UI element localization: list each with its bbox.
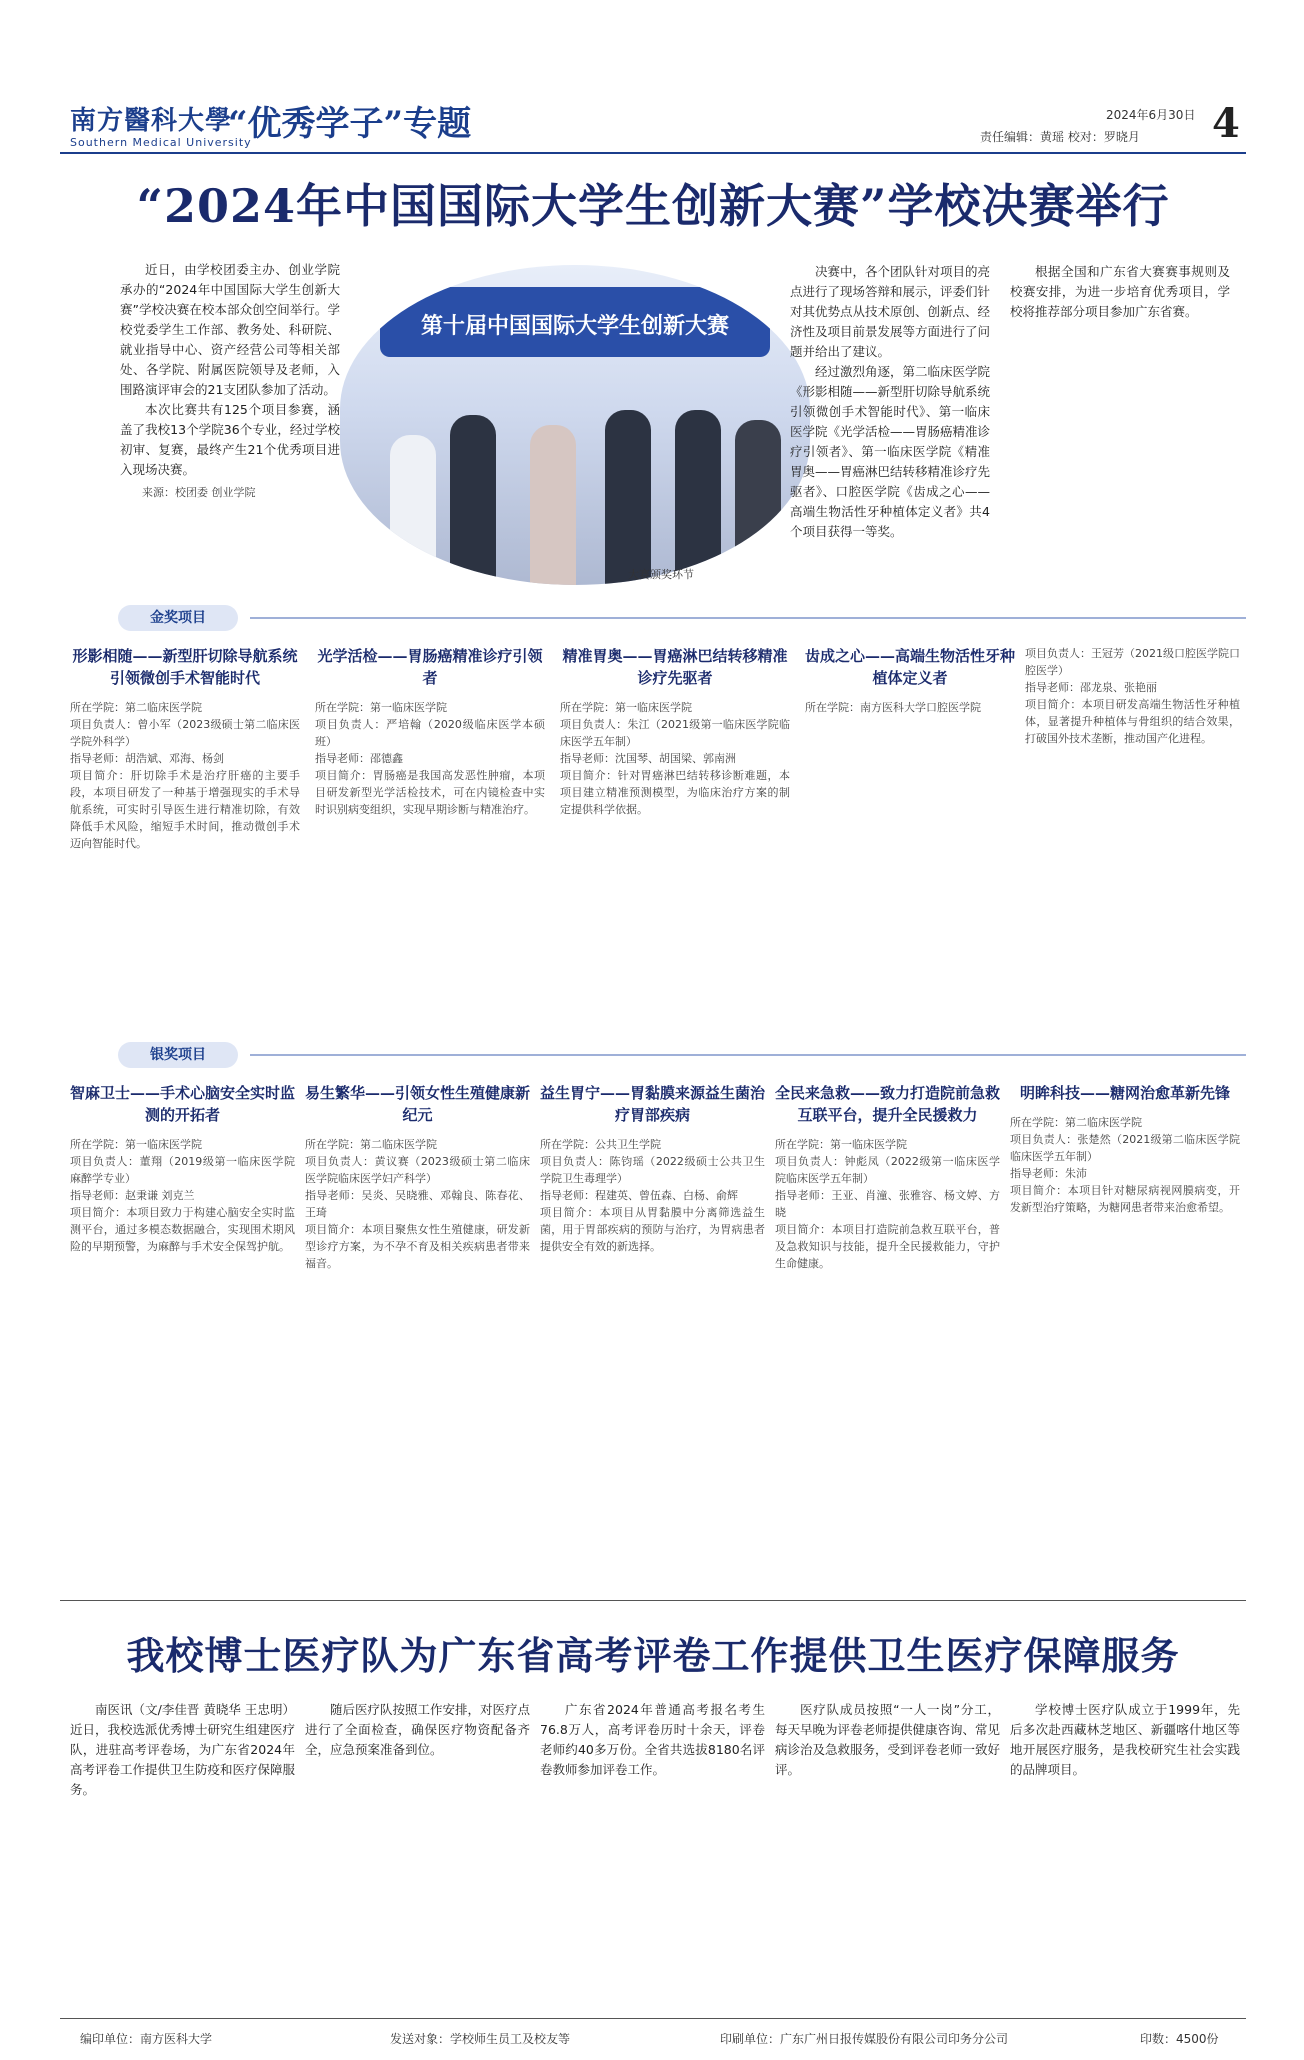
article2-col: 随后医疗队按照工作安排，对医疗点进行了全面检查，确保医疗物资配备齐全，应急预案准备到位。 [305, 1702, 531, 1757]
project-college: 所在学院：第二临床医学院 [1010, 1116, 1142, 1129]
university-logo: 南方醫科大學 [70, 106, 233, 136]
project-intro: 项目简介：针对胃癌淋巴结转移诊断难题，本项目建立精准预测模型，为临床治疗方案的制定提供科学依据。 [560, 769, 790, 816]
project-title: 形影相随——新型肝切除导航系统引领微创手术智能时代 [72, 647, 298, 687]
project-college: 所在学院：第一临床医学院 [560, 701, 692, 714]
project-intro: 项目简介：本项目聚焦女性生殖健康，研发新型诊疗方案，为不孕不育及相关疾病患者带来福音。 [305, 1223, 530, 1270]
project-college: 所在学院：南方医科大学口腔医学院 [805, 701, 981, 714]
article2-col: 学校博士医疗队成立于1999年，先后多次赴西藏林芝地区、新疆喀什地区等地开展医疗服务，是我校研究生社会实践的品牌项目。 [1010, 1702, 1240, 1777]
project-intro: 项目简介：肝切除手术是治疗肝癌的主要手段，本项目研发了一种基于增强现实的手术导航系统，可实时引导医生进行精准切除，有效降低手术风险，缩短手术时间，推动微创手术迈向智能时代。 [70, 769, 300, 850]
project-advisor: 指导老师：程建英、曾伍森、白杨、俞辉 [540, 1189, 738, 1202]
photo-banner: 第十届中国国际大学生创新大赛 [380, 287, 770, 357]
section-title: “优秀学子”专题 [228, 104, 472, 144]
article1-headline: “2024年中国国际大学生创新大赛”学校决赛举行 [136, 179, 1170, 233]
project-title: 益生胃宁——胃黏膜来源益生菌治疗胃部疾病 [540, 1084, 766, 1124]
footer-publisher: 编印单位：南方医科大学 [80, 2032, 213, 2046]
body-paragraph: 根据全国和广东省大赛赛事规则及校赛安排，为进一步培育优秀项目，学校将推荐部分项目参加广东省赛。 [1010, 264, 1230, 319]
project-leader: 项目负责人：曾小军（2023级硕士第二临床医学院外科学） [70, 718, 300, 748]
silver-project [70, 1082, 295, 1255]
footer-rule [60, 2018, 1246, 2019]
silver-project [775, 1082, 1000, 1272]
lead-paragraph: 本次比赛共有125个项目参赛，涵盖了我校13个学院36个专业，经过学校初审、复赛，最终产生21个优秀项目进入现场决赛。 [120, 402, 340, 477]
silver-project [1010, 1082, 1240, 1216]
silver-projects [60, 1082, 1246, 1592]
award-ceremony-photo [340, 265, 810, 585]
project-leader: 项目负责人：严培翰（2020级临床医学本硕班） [315, 718, 545, 748]
project-college: 所在学院：第二临床医学院 [70, 701, 202, 714]
silver-section-header [60, 1042, 1246, 1068]
section-divider [60, 1600, 1246, 1601]
editors-line: 责任编辑：黄瑶 校对：罗晓月 [980, 130, 1140, 144]
footer-printer: 印刷单位：广东广州日报传媒股份有限公司印务分公司 [720, 2032, 1009, 2046]
project-intro: 项目简介：本项目研发高端生物活性牙种植体，显著提升种植体与骨组织的结合效果，打破国外技术垄断，推动国产化进程。 [1025, 698, 1240, 745]
article-source: 来源：校团委 创业学院 [142, 486, 256, 499]
silver-project [305, 1082, 530, 1272]
gold-project [560, 645, 790, 818]
photo-caption: 大赛颁奖环节 [628, 568, 694, 581]
project-intro: 项目简介：本项目针对糖尿病视网膜病变，开发新型治疗策略，为糖网患者带来治愈希望。 [1010, 1184, 1240, 1214]
project-college: 所在学院：公共卫生学院 [540, 1138, 661, 1151]
project-leader: 项目负责人：朱江（2021级第一临床医学院临床医学五年制） [560, 718, 790, 748]
article2-col: 广东省2024年普通高考报名考生76.8万人，高考评卷历时十余天，评卷老师约40多万份。全省共选拔8180名评卷教师参加评卷工作。 [540, 1702, 765, 1777]
lead-paragraph: 近日，由学校团委主办、创业学院承办的“2024年中国国际大学生创新大赛”学校决赛在校本部众创空间举行。学校党委学生工作部、教务处、科研院、就业指导中心、资产经营公司等相关部处、各学院、附属医院领导及老师，入围路演评审会的21支团队参加了活动。 [120, 262, 340, 397]
project-advisor: 指导老师：邵德鑫 [315, 752, 403, 765]
silver-label: 银奖项目 [118, 1042, 238, 1068]
issue-date: 2024年6月30日 [1106, 108, 1196, 122]
project-leader: 项目负责人：张楚然（2021级第二临床医学院临床医学五年制） [1010, 1133, 1240, 1163]
project-advisor: 指导老师：赵秉谦 刘克兰 [70, 1189, 195, 1202]
project-title: 全民来急救——致力打造院前急救互联平台，提升全民援救力 [775, 1084, 1001, 1124]
project-college: 所在学院：第二临床医学院 [305, 1138, 437, 1151]
project-intro: 项目简介：胃肠癌是我国高发恶性肿瘤，本项目研发新型光学活检技术，可在内镜检查中实时识别病变组织，实现早期诊断与精准治疗。 [315, 769, 545, 816]
article2-col: 南医讯（文/李佳晋 黄晓华 王忠明）近日，我校选派优秀博士研究生组建医疗队，进驻高考评卷场，为广东省2024年高考评卷工作提供卫生防疫和医疗保障服务。 [70, 1702, 296, 1797]
gold-project [315, 645, 545, 818]
project-leader: 项目负责人：陈钧瑶（2022级硕士公共卫生学院卫生毒理学） [540, 1155, 765, 1185]
footer-audience: 发送对象：学校师生员工及校友等 [390, 2032, 571, 2046]
project-college: 所在学院：第一临床医学院 [775, 1138, 907, 1151]
project-title: 明眸科技——糖网治愈革新先锋 [1019, 1084, 1230, 1102]
project-advisor: 指导老师：王亚、肖潼、张雅容、杨文婷、方晓 [775, 1189, 1000, 1219]
project-title: 齿成之心——高端生物活性牙种植体定义者 [805, 647, 1016, 687]
gold-project [805, 645, 1015, 716]
project-advisor: 指导老师：胡浩斌、邓海、杨剑 [70, 752, 224, 765]
project-leader: 项目负责人：钟彪凤（2022级第一临床医学院临床医学五年制） [775, 1155, 1000, 1185]
article1-col2 [790, 262, 990, 542]
article1-lead [120, 260, 340, 501]
project-intro: 项目简介：本项目致力于构建心脑安全实时监测平台，通过多模态数据融合，实现围术期风险的早期预警，为麻醉与手术安全保驾护航。 [70, 1206, 295, 1253]
article2-headline: 我校博士医疗队为广东省高考评卷工作提供卫生医疗保障服务 [126, 1633, 1180, 1678]
project-title: 光学活检——胃肠癌精准诊疗引领者 [317, 647, 543, 687]
project-advisor: 指导老师：邵龙泉、张艳丽 [1025, 681, 1157, 694]
project-intro: 项目简介：本项目打造院前急救互联平台，普及急救知识与技能，提升全民援救能力，守护生命健康。 [775, 1223, 1000, 1270]
project-advisor: 指导老师：沈国琴、胡国梁、郭南洲 [560, 752, 736, 765]
project-title: 易生繁华——引领女性生殖健康新纪元 [305, 1084, 531, 1124]
footer-copies: 印数：4500份 [1140, 2032, 1219, 2046]
body-paragraph: 决赛中，各个团队针对项目的亮点进行了现场答辩和展示，评委们针对其优势点从技术原创、创新点、经济性及项目前景发展等方面进行了问题并给出了建议。 [790, 264, 991, 359]
article1-col3 [1010, 262, 1230, 322]
silver-project [540, 1082, 765, 1255]
gold-projects [60, 645, 1246, 1025]
gold-project [70, 645, 300, 852]
project-advisor: 指导老师：朱沛 [1010, 1167, 1087, 1180]
gold-section-header [60, 605, 1246, 631]
project-leader: 项目负责人：黄议赛（2023级硕士第二临床医学院临床医学妇产科学） [305, 1155, 530, 1185]
project-college: 所在学院：第一临床医学院 [70, 1138, 202, 1151]
gold-label: 金奖项目 [118, 605, 238, 631]
body-paragraph: 经过激烈角逐，第二临床医学院《形影相随——新型肝切除导航系统引领微创手术智能时代》、第一临床医学院《光学活检——胃肠癌精准诊疗引领者》、第一临床医学院《精准胃奥——胃癌淋巴结转移精准诊疗先驱者》、口腔医学院《齿成之心——高端生物活性牙种植体定义者》共4个项目获得一等奖。 [790, 364, 991, 539]
university-logo-en: Southern Medical University [70, 136, 252, 149]
gold-project-details [1025, 645, 1240, 747]
masthead-rule [60, 152, 1246, 154]
project-leader: 项目负责人：王冠芳（2021级口腔医学院口腔医学） [1025, 647, 1240, 677]
project-title: 精准胃奥——胃癌淋巴结转移精准诊疗先驱者 [562, 647, 788, 687]
article2-col: 医疗队成员按照“一人一岗”分工，每天早晚为评卷老师提供健康咨询、常见病诊治及急救服务，受到评卷老师一致好评。 [775, 1702, 1001, 1777]
project-leader: 项目负责人：董翔（2019级第一临床医学院麻醉学专业） [70, 1155, 295, 1185]
project-advisor: 指导老师：吴炎、吴晓雅、邓翰良、陈春花、王琦 [305, 1189, 530, 1219]
project-intro: 项目简介：本项目从胃黏膜中分离筛选益生菌，用于胃部疾病的预防与治疗，为胃病患者提供安全有效的新选择。 [540, 1206, 765, 1253]
project-title: 智麻卫士——手术心脑安全实时监测的开拓者 [70, 1084, 296, 1124]
project-college: 所在学院：第一临床医学院 [315, 701, 447, 714]
page-number: 4 [1212, 100, 1240, 147]
